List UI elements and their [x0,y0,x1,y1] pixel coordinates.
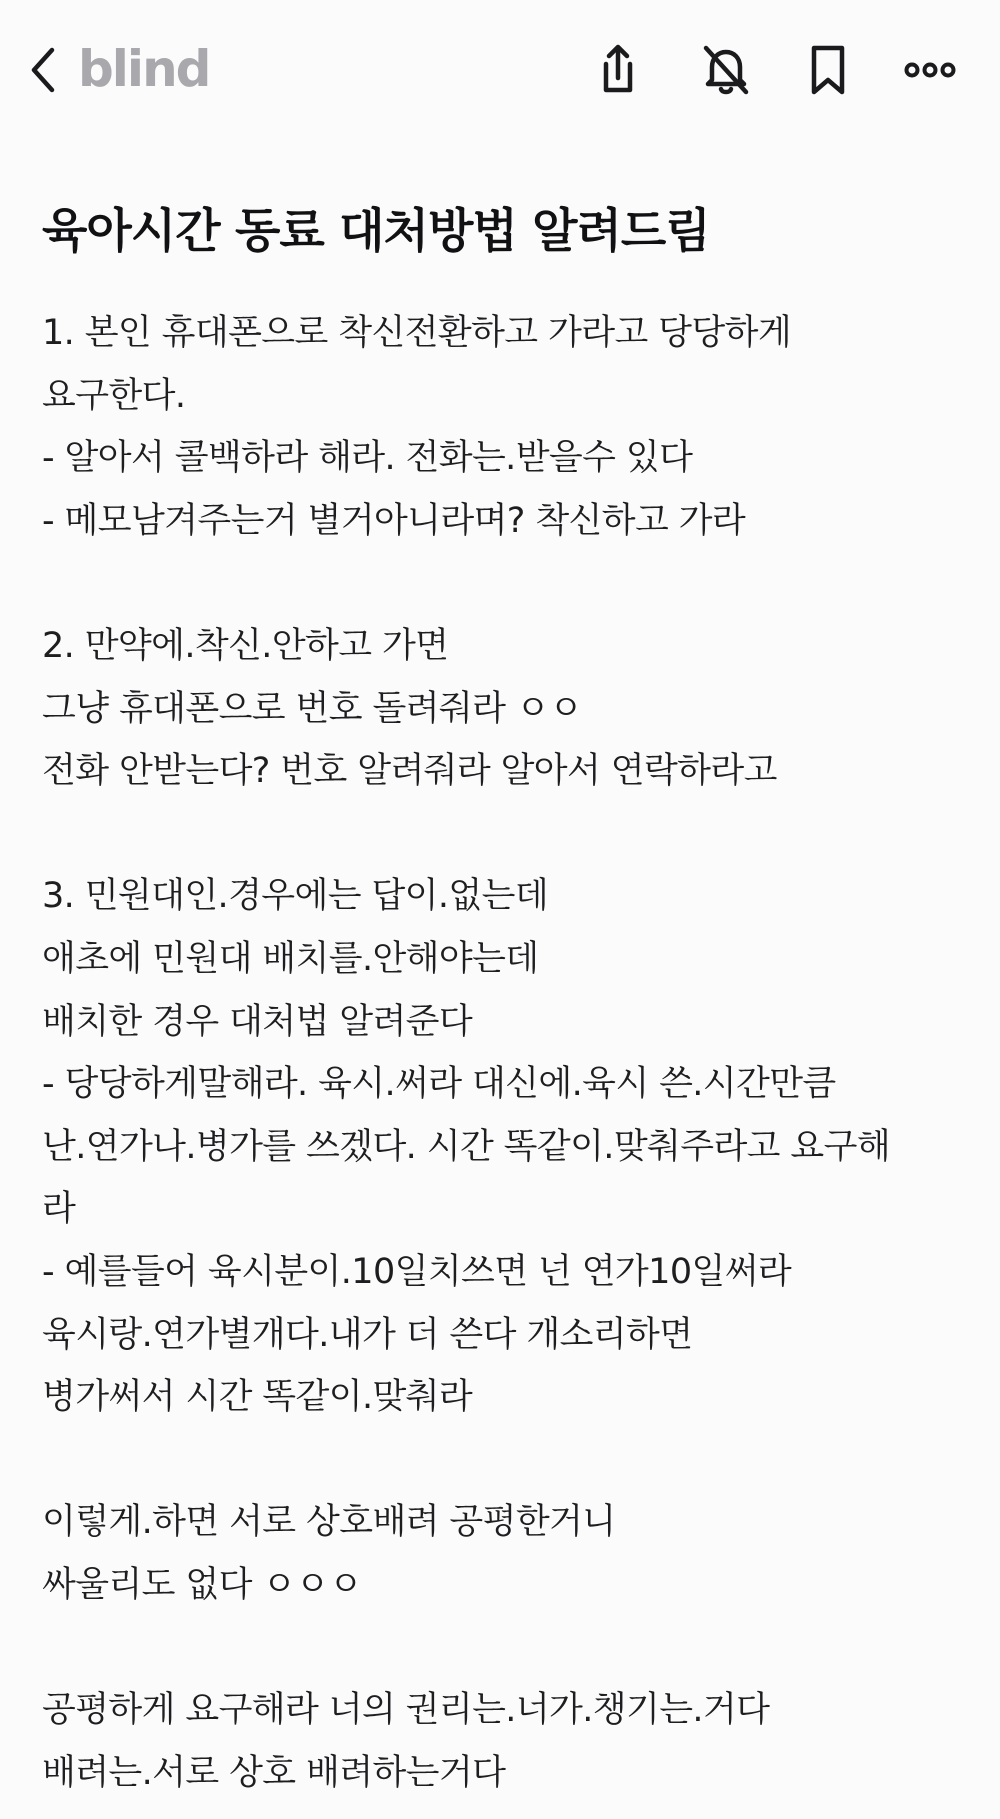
post-line: 병가써서 시간 똑같이.맞춰라 [42,1377,473,1418]
post-line: 2. 만약에.착신.안하고 가면 [42,625,449,666]
post-line: 배치한 경우 대처법 알려준다 [42,1001,473,1042]
post-line-blank [42,552,972,615]
post-line: 전화 안받는다? 번호 알려줘라 알아서 연락하라고 [42,751,777,792]
post-line: - 메모남겨주는거 별거아니라며? 착신하고 가라 [42,500,746,541]
post-line: 배려는.서로 상호 배려하는거다 [42,1752,506,1793]
notification-toggle-button[interactable] [696,40,756,100]
post-line-blank [42,803,972,866]
brand-logo: blind [78,40,210,98]
share-icon [588,40,648,100]
post-line: 싸울리도 없다 ㅇㅇㅇ [42,1564,362,1605]
post-line-blank [42,1429,972,1492]
post-line: 3. 민원대인.경우에는 답이.없는데 [42,876,549,917]
more-options-button[interactable] [900,40,960,100]
post-line: 라 [42,1189,76,1230]
post-line: 육시랑.연가별개다.내가 더 쓴다 개소리하면 [42,1314,693,1355]
post-line: - 당당하게말해라. 육시.써라 대신에.육시 쓴.시간만큼 [42,1064,836,1105]
post-line: 이렇게.하면 서로 상호배려 공평한거니 [42,1502,616,1543]
bookmark-icon [798,40,858,100]
chevron-left-icon [26,44,66,96]
post-title: 육아시간 동료 대처방법 알려드림 [42,204,710,259]
post-line: 1. 본인 휴대폰으로 착신전환하고 가라고 당당하게 [42,313,792,353]
post-line: 그냥 휴대폰으로 번호 돌려줘라 ㅇㅇ [42,688,583,729]
bookmark-button[interactable] [798,40,858,100]
top-navigation-bar [0,0,1000,140]
post-line: 요구한다. [42,375,186,416]
post-line: 난.연가나.병가를 쓰겠다. 시간 똑같이.맞춰주라고 요구해 [42,1126,891,1167]
post-body [42,302,972,1804]
post-line: - 알아서 콜백하라 해라. 전화는.받을수 있다 [42,438,693,479]
post-line-blank [42,1616,972,1679]
post-line: - 예를들어 육시분이.10일치쓰면 넌 연가10일써라 [42,1251,792,1292]
post-line: 공평하게 요구해라 너의 권리는.너가.챙기는.거다 [42,1690,770,1731]
more-horizontal-icon [900,40,960,100]
post-line: 애초에 민원대 배치를.안해야는데 [42,938,539,979]
back-button[interactable] [26,44,66,96]
bell-off-icon [696,40,756,100]
share-button[interactable] [588,40,648,100]
